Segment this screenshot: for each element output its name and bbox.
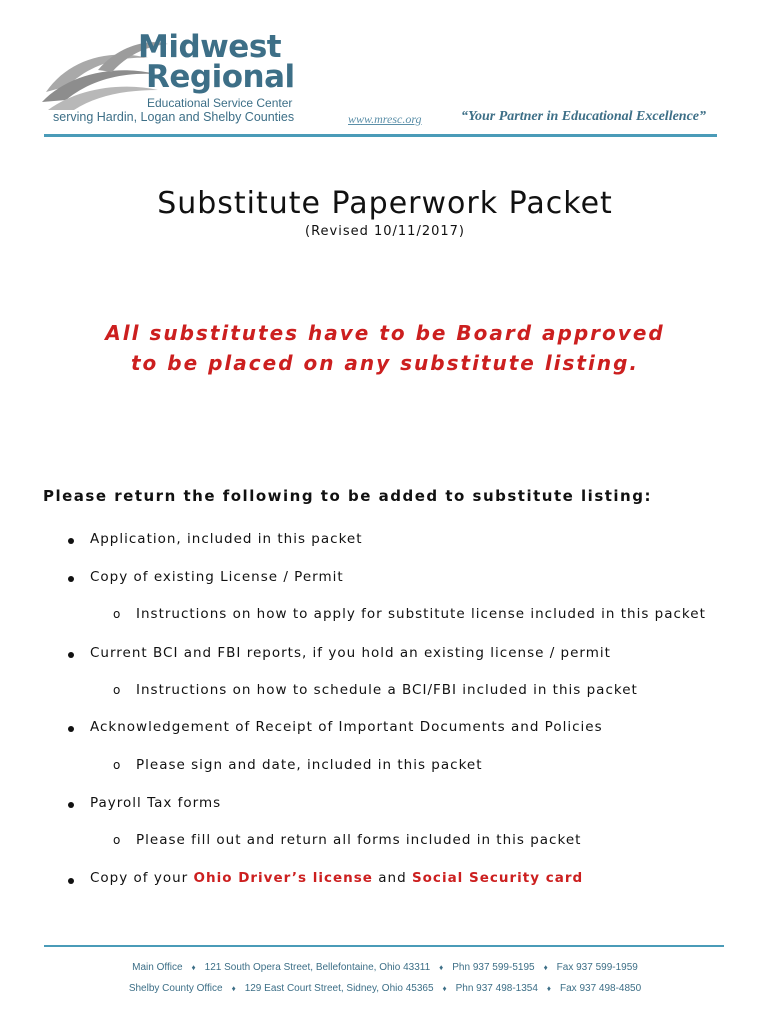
logo-text-midwest: Midwest: [138, 29, 282, 65]
diamond-icon: ♦: [442, 984, 447, 993]
serving-counties: serving Hardin, Logan and Shelby Counties: [53, 110, 295, 124]
footer-fax: Fax 937 599-1959: [556, 962, 638, 973]
sub-list-item: Please sign and date, included in this packet: [136, 757, 483, 773]
header-divider: [44, 134, 717, 137]
footer-office-name: Main Office: [132, 962, 183, 973]
bullet-icon: [68, 576, 74, 582]
website-link[interactable]: www.mresc.org: [348, 112, 422, 126]
bullet-icon: [68, 726, 74, 732]
diamond-icon: ♦: [439, 963, 444, 972]
sub-bullet-icon: o: [113, 758, 121, 772]
diamond-icon: ♦: [191, 963, 196, 972]
sub-list-item: Instructions on how to apply for substitute license included in this packet: [136, 606, 706, 622]
logo-text-regional: Regional: [146, 59, 295, 95]
sub-bullet-icon: o: [113, 607, 121, 621]
drivers-license-highlight: Ohio Driver’s license: [193, 870, 373, 886]
list-item: Payroll Tax forms: [90, 795, 222, 811]
footer-phone: Phn 937 498-1354: [455, 983, 538, 994]
list-item: Current BCI and FBI reports, if you hold an existing license / permit: [90, 645, 611, 661]
footer-address: 121 South Opera Street, Bellefontaine, Ohio 43311: [204, 962, 431, 973]
list-item: Application, included in this packet: [90, 531, 363, 547]
section-heading: Please return the following to be added to substitute listing:: [43, 487, 652, 505]
sub-list-item: Please fill out and return all forms included in this packet: [136, 832, 582, 848]
bullet-icon: [68, 652, 74, 658]
list-item: [90, 870, 583, 886]
list-item-prefix: Copy of your: [90, 870, 194, 886]
social-security-highlight: Social Security card: [411, 870, 584, 886]
tagline: “Your Partner in Educational Excellence”: [461, 109, 707, 124]
footer-office-name: Shelby County Office: [128, 983, 223, 994]
sub-bullet-icon: o: [113, 833, 121, 847]
diamond-icon: ♦: [546, 984, 551, 993]
diamond-icon: ♦: [231, 984, 236, 993]
revised-date: (Revised 10/11/2017): [305, 224, 465, 239]
notice-line-1: All substitutes have to be Board approved: [105, 321, 665, 345]
sub-list-item: Instructions on how to schedule a BCI/FBI included in this packet: [136, 682, 638, 698]
notice-line-2: to be placed on any substitute listing.: [131, 351, 639, 375]
sub-bullet-icon: o: [113, 683, 121, 697]
footer-shelby-office: [0, 983, 770, 994]
footer-address: 129 East Court Street, Sidney, Ohio 45365: [244, 983, 434, 994]
diamond-icon: ♦: [543, 963, 548, 972]
logo-subtitle: Educational Service Center: [147, 96, 293, 110]
footer-main-office: [0, 962, 770, 973]
list-item-conjunction: and: [372, 870, 412, 886]
footer-divider: [44, 945, 724, 947]
list-item: Acknowledgement of Receipt of Important Documents and Policies: [90, 719, 603, 735]
bullet-icon: [68, 538, 74, 544]
footer-fax: Fax 937 498-4850: [560, 983, 642, 994]
bullet-icon: [68, 802, 74, 808]
bullet-icon: [68, 878, 74, 884]
list-item: Copy of existing License / Permit: [90, 569, 344, 585]
footer-phone: Phn 937 599-5195: [452, 962, 535, 973]
page-title: Substitute Paperwork Packet: [157, 186, 613, 221]
